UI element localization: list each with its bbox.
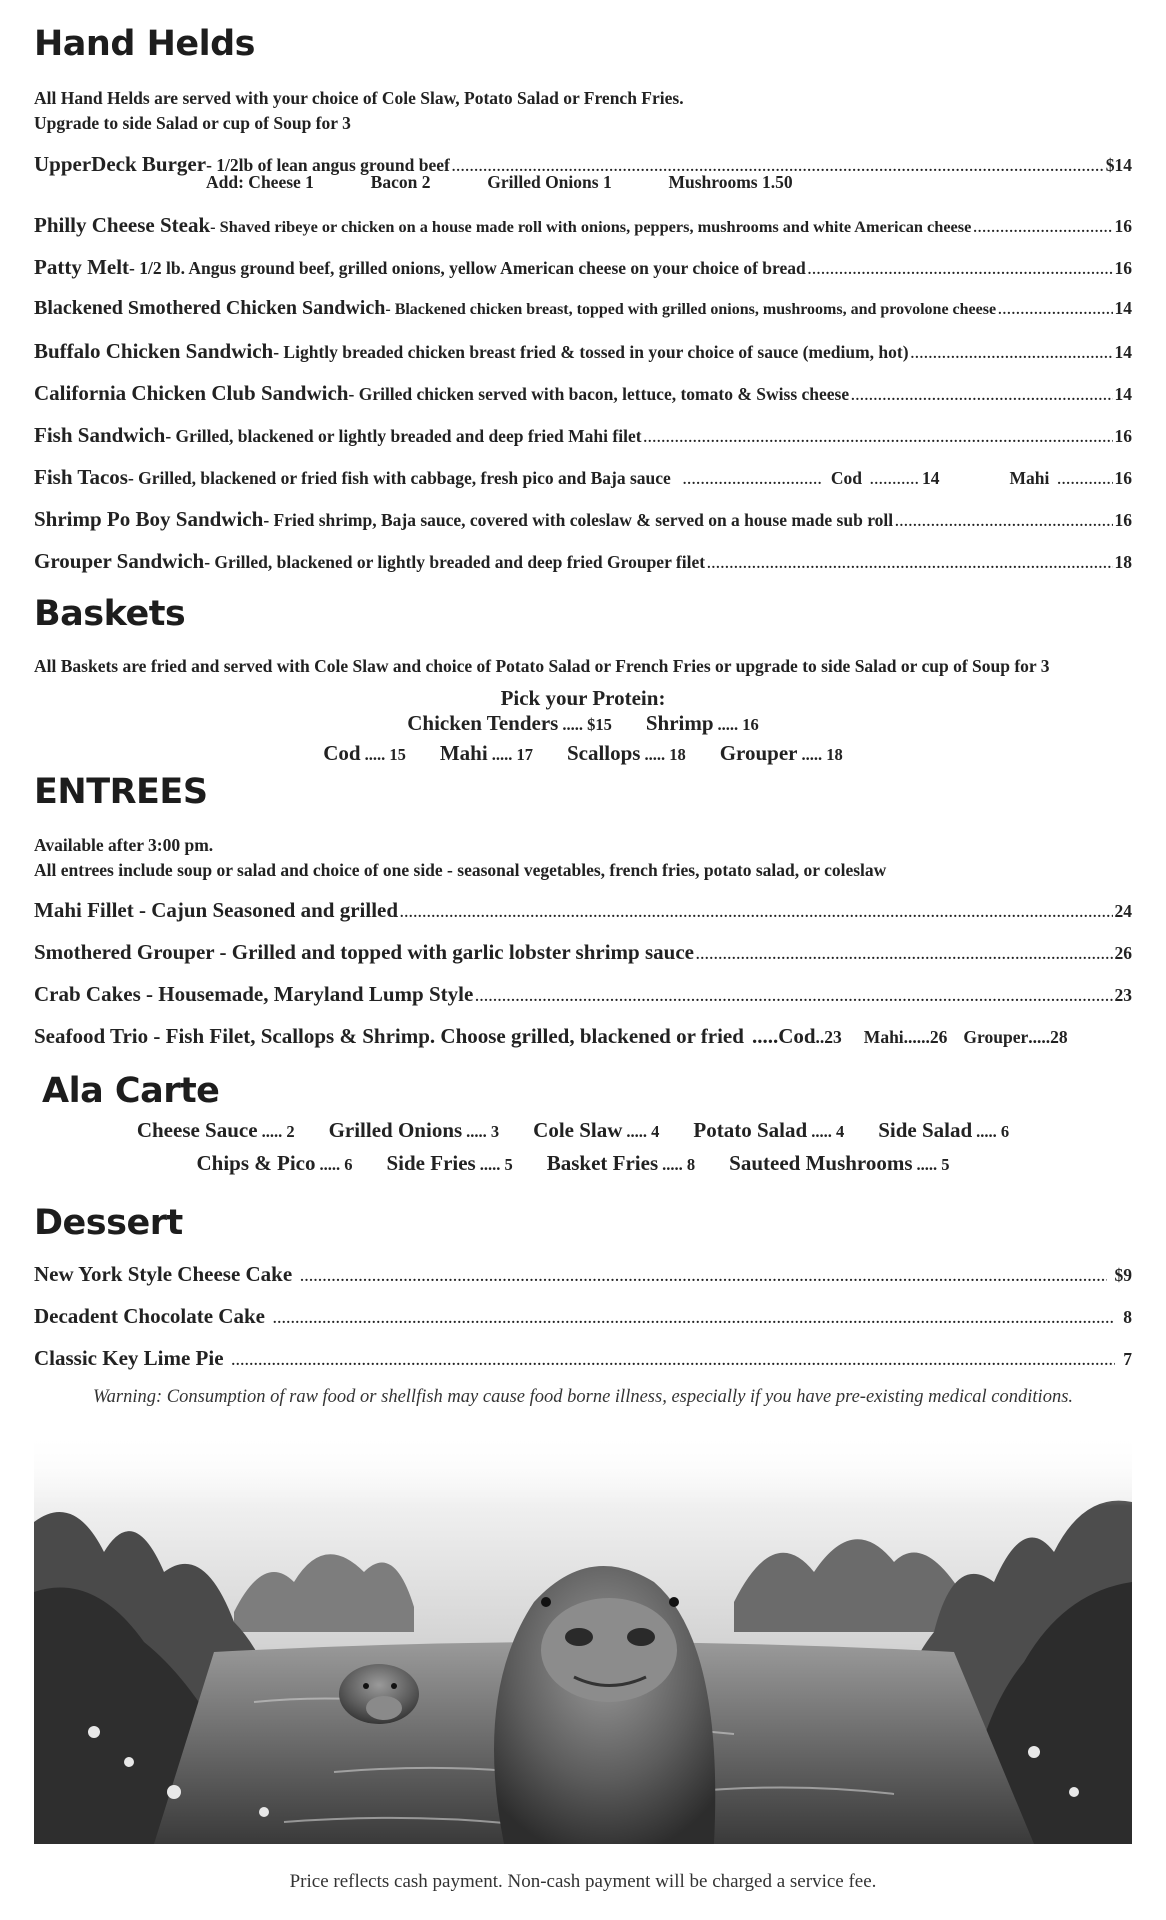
alacarte-title: Ala Carte [42, 1071, 220, 1111]
item-name: Seafood Trio - Fish Filet, Scallops & Shrimp. Choose grilled, blackened or fried [34, 1024, 744, 1048]
basket-row-2 [34, 741, 1132, 766]
dot-leader [273, 1312, 1115, 1328]
mahi-price: 16 [1114, 468, 1132, 488]
dot-leader [400, 906, 1112, 922]
dot-leader [707, 557, 1112, 573]
menu-item [34, 255, 1132, 280]
entree-item [34, 982, 1132, 1007]
side-name: Cheese Sauce [136, 1118, 258, 1142]
dessert-item [34, 1346, 1132, 1371]
dot-leader [851, 389, 1112, 405]
manatee-scene-image [34, 1432, 1132, 1844]
dot-leader [696, 948, 1113, 964]
item-name: Blackened Smothered Chicken Sandwich [34, 297, 386, 319]
side-name: Side Salad [878, 1118, 973, 1142]
food-safety-warning: Warning: Consumption of raw food or shellfish may cause food borne illness, especially if you have pre-existing medical conditions. [92, 1387, 1074, 1407]
basket-name: Scallops [566, 741, 641, 765]
item-name: Shrimp Po Boy Sandwich [34, 507, 264, 531]
item-name: California Chicken Club Sandwich [34, 381, 349, 405]
basket-row-1 [34, 711, 1132, 736]
item-price: 14 [1114, 342, 1132, 362]
entrees-note [34, 833, 886, 883]
item-name: Smothered Grouper - Grilled and topped with garlic lobster shrimp sauce [34, 940, 694, 964]
menu-item [34, 381, 1132, 406]
item-desc: - Fried shrimp, Baja sauce, covered with coleslaw & served on a house made sub roll [263, 510, 894, 530]
item-name: New York Style Cheese Cake [34, 1262, 293, 1286]
mahi-label: Mahi [1009, 468, 1050, 488]
item-price: 23 [1114, 985, 1132, 1005]
basket-name: Grouper [719, 741, 798, 765]
basket-price: ..... 17 [491, 745, 533, 764]
handhelds-note-line1: All Hand Helds are served with your choice of Cole Slaw, Potato Salad or French Fries. [34, 88, 684, 108]
side-name: Basket Fries [546, 1151, 659, 1175]
alacarte-row-1 [24, 1118, 1122, 1143]
item-desc: - Blackened chicken breast, topped with grilled onions, mushrooms, and provolone cheese [385, 301, 997, 318]
item-price: $9 [1114, 1265, 1132, 1285]
side-price: ..... 4 [626, 1122, 660, 1141]
item-name: Crab Cakes - Housemade, Maryland Lump Style [34, 982, 474, 1006]
item-price: 16 [1114, 258, 1132, 278]
side-price: ..... 8 [662, 1155, 696, 1174]
menu-item [34, 297, 1132, 320]
dot-leader [911, 347, 1113, 363]
payment-footer-note: Price reflects cash payment. Non-cash payment will be charged a service fee. [289, 1871, 877, 1892]
entree-item-seafood-trio [34, 1024, 1132, 1049]
item-desc: - Lightly breaded chicken breast fried & tossed in your choice of sauce (medium, hot) [273, 342, 909, 362]
item-price: 16 [1114, 216, 1132, 236]
basket-name: Shrimp [645, 711, 714, 735]
dessert-item [34, 1262, 1132, 1287]
item-price: 16 [1114, 426, 1132, 446]
side-price: ..... 4 [811, 1122, 845, 1141]
side-name: Potato Salad [693, 1118, 808, 1142]
entree-item [34, 940, 1132, 965]
dot-leader [644, 431, 1113, 447]
item-name: Fish Tacos [34, 465, 128, 489]
item-desc: - Shaved ribeye or chicken on a house made roll with onions, peppers, mushrooms and white American cheese [210, 217, 972, 236]
dot-leader [475, 990, 1112, 1006]
entree-item [34, 898, 1132, 923]
side-name: Cole Slaw [533, 1118, 623, 1142]
side-name: Grilled Onions [328, 1118, 463, 1142]
dessert-item [34, 1304, 1132, 1329]
item-price: 7 [1123, 1349, 1132, 1369]
alacarte-row-2 [24, 1151, 1122, 1176]
item-name: Decadent Chocolate Cake [34, 1304, 265, 1328]
handhelds-title: Hand Helds [34, 24, 255, 64]
dot-leader [808, 263, 1113, 279]
handhelds-note-line2: Upgrade to side Salad or cup of Soup for 3 [34, 113, 351, 133]
side-price: ..... 2 [261, 1122, 295, 1141]
basket-price: ..... 18 [801, 745, 843, 764]
basket-name: Mahi [439, 741, 488, 765]
side-price: ..... 6 [976, 1122, 1010, 1141]
baskets-note: All Baskets are fried and served with Cole Slaw and choice of Potato Salad or French Fries or upgrade to side Salad or cup of Soup for 3 [34, 656, 1050, 676]
item-price: $14 [1105, 155, 1132, 175]
cod-label: Cod [830, 468, 862, 488]
item-price: 14 [1114, 384, 1132, 404]
manatee-illustration [34, 1432, 1132, 1844]
dot-leader [1057, 473, 1112, 489]
item-name: Classic Key Lime Pie [34, 1346, 224, 1370]
entrees-note-line2: All entrees include soup or salad and choice of one side - seasonal vegetables, french fries, potato salad, or coleslaw [34, 860, 887, 880]
item-desc: - Grilled, blackened or lightly breaded and deep fried Mahi filet [165, 426, 642, 446]
addon: Mushrooms 1.50 [668, 172, 793, 192]
cod-price: ..23 [815, 1027, 842, 1047]
dot-leader [870, 473, 920, 489]
item-desc: - Grilled, blackened or fried fish with cabbage, fresh pico and Baja sauce [127, 468, 671, 488]
item-price: 24 [1114, 901, 1132, 921]
baskets-title: Baskets [34, 594, 186, 634]
side-name: Side Fries [386, 1151, 476, 1175]
item-desc: - Grilled chicken served with bacon, lettuce, tomato & Swiss cheese [348, 384, 850, 404]
item-name: UpperDeck Burger [34, 152, 207, 176]
grouper-price: .....28 [1028, 1027, 1068, 1047]
item-desc: - 1/2lb of lean angus ground beef [206, 155, 450, 175]
item-price: 14 [1114, 298, 1132, 318]
item-price: 18 [1114, 552, 1132, 572]
item-price: 8 [1123, 1307, 1132, 1327]
basket-price: ..... 18 [644, 745, 686, 764]
side-price: ..... 6 [319, 1155, 353, 1174]
side-price: ..... 5 [916, 1155, 950, 1174]
item-name: Mahi Fillet - Cajun Seasoned and grilled [34, 898, 399, 922]
item-name: Philly Cheese Steak [34, 213, 211, 237]
entrees-note-line1: Available after 3:00 pm. [34, 835, 214, 855]
cod-label: .....Cod [751, 1024, 816, 1048]
dot-leader [232, 1354, 1116, 1370]
side-price: ..... 3 [466, 1122, 500, 1141]
side-price: ..... 5 [479, 1155, 513, 1174]
menu-item [34, 339, 1132, 364]
handhelds-note [34, 86, 684, 136]
menu-item [34, 213, 1132, 238]
item-name: Patty Melt [34, 255, 130, 279]
mahi-label: Mahi [863, 1027, 904, 1047]
entrees-title: ENTREES [34, 772, 208, 812]
basket-name: Chicken Tenders [407, 711, 559, 735]
basket-price: ..... 16 [717, 715, 759, 734]
menu-item [34, 507, 1132, 532]
item-name: Grouper Sandwich [34, 549, 205, 573]
grouper-label: Grouper [963, 1027, 1029, 1047]
pick-protein-label: Pick your Protein: [500, 686, 666, 710]
dot-leader [998, 303, 1112, 319]
basket-price: ..... $15 [562, 715, 612, 734]
dot-leader [683, 473, 823, 489]
menu-item-fish-tacos [34, 465, 1132, 490]
dot-leader [300, 1270, 1106, 1286]
item-price: 26 [1114, 943, 1132, 963]
menu-item [34, 423, 1132, 448]
dessert-title: Dessert [34, 1203, 183, 1243]
item-desc: - Grilled, blackened or lightly breaded and deep fried Grouper filet [204, 552, 706, 572]
basket-name: Cod [323, 741, 361, 765]
mahi-price: ......26 [903, 1027, 948, 1047]
side-name: Chips & Pico [196, 1151, 316, 1175]
item-desc: - 1/2 lb. Angus ground beef, grilled onions, yellow American cheese on your choice of bread [129, 258, 806, 278]
cod-price: 14 [921, 468, 940, 488]
dot-leader [973, 221, 1112, 237]
menu-item [34, 549, 1132, 574]
side-name: Sauteed Mushrooms [729, 1151, 913, 1175]
item-name: Buffalo Chicken Sandwich [34, 339, 274, 363]
item-price: 16 [1114, 510, 1132, 530]
basket-price: ..... 15 [364, 745, 406, 764]
addon: Add: Cheese 1 [206, 172, 314, 192]
addon: Grilled Onions 1 [487, 172, 612, 192]
dot-leader [895, 515, 1112, 531]
burger-addons [206, 172, 793, 193]
item-name: Fish Sandwich [34, 423, 166, 447]
addon: Bacon 2 [370, 172, 431, 192]
